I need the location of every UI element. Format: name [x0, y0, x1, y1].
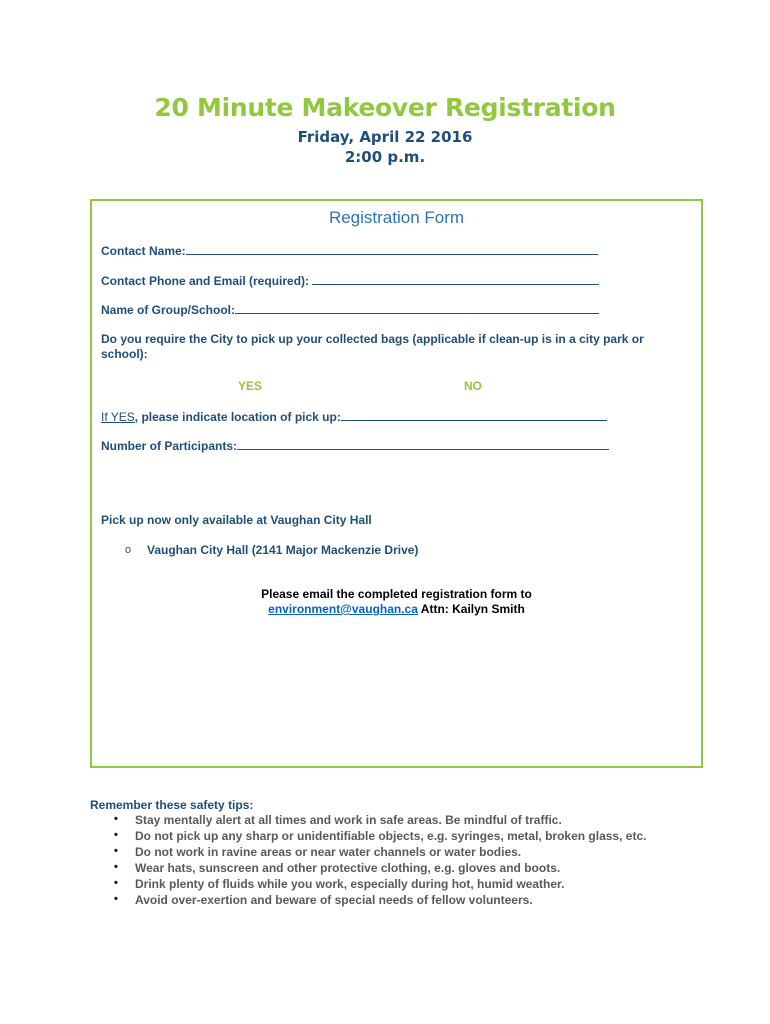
bullet-icon: •	[114, 877, 118, 889]
contact-phone-email-row	[101, 273, 599, 288]
contact-phone-email-field[interactable]	[312, 273, 599, 285]
contact-phone-email-label: Contact Phone and Email (required):	[101, 274, 313, 288]
email-instruction: Please email the completed registration form to	[261, 587, 532, 601]
participants-row	[101, 438, 609, 453]
participants-field[interactable]	[237, 438, 609, 450]
pickup-location-field[interactable]	[341, 409, 607, 421]
participants-label: Number of Participants:	[101, 439, 238, 453]
bullet-icon: •	[114, 813, 118, 825]
form-heading: Registration Form	[328, 208, 465, 227]
event-time: 2:00 p.m.	[344, 148, 426, 166]
contact-name-row	[101, 243, 598, 258]
safety-tips-heading: Remember these safety tips:	[90, 798, 254, 812]
bullet-icon: •	[114, 829, 118, 841]
contact-name-label: Contact Name:	[101, 244, 186, 258]
pickup-location-label: , please indicate location of pick up:	[134, 410, 341, 424]
bullet-icon: •	[114, 893, 118, 905]
group-school-row	[101, 302, 599, 317]
pickup-availability-note: Pick up now only available at Vaughan City Hall	[101, 513, 372, 527]
no-option[interactable]: NO	[464, 379, 482, 393]
email-attn: Attn: Kailyn Smith	[417, 602, 525, 616]
pickup-location-address: Vaughan City Hall (2141 Major Mackenzie Drive)	[147, 543, 419, 557]
page-title: 20 Minute Makeover Registration	[154, 93, 616, 122]
contact-name-field[interactable]	[186, 243, 598, 255]
pickup-question: Do you require the City to pick up your collected bags (applicable if clean-up is in a city park or school):	[101, 332, 644, 361]
group-school-label: Name of Group/School:	[101, 303, 236, 317]
email-instruction-line2	[92, 602, 701, 616]
if-yes-label: If YES	[101, 410, 135, 424]
group-school-field[interactable]	[235, 302, 599, 314]
bullet-icon: •	[114, 861, 118, 873]
circle-bullet-icon: o	[125, 544, 132, 556]
yes-option[interactable]: YES	[238, 379, 263, 393]
bullet-icon: •	[114, 845, 118, 857]
event-date: Friday, April 22 2016	[297, 128, 473, 146]
registration-form-box	[90, 199, 703, 768]
email-link[interactable]: environment@vaughan.ca	[268, 602, 418, 616]
pickup-location-row	[101, 409, 607, 424]
